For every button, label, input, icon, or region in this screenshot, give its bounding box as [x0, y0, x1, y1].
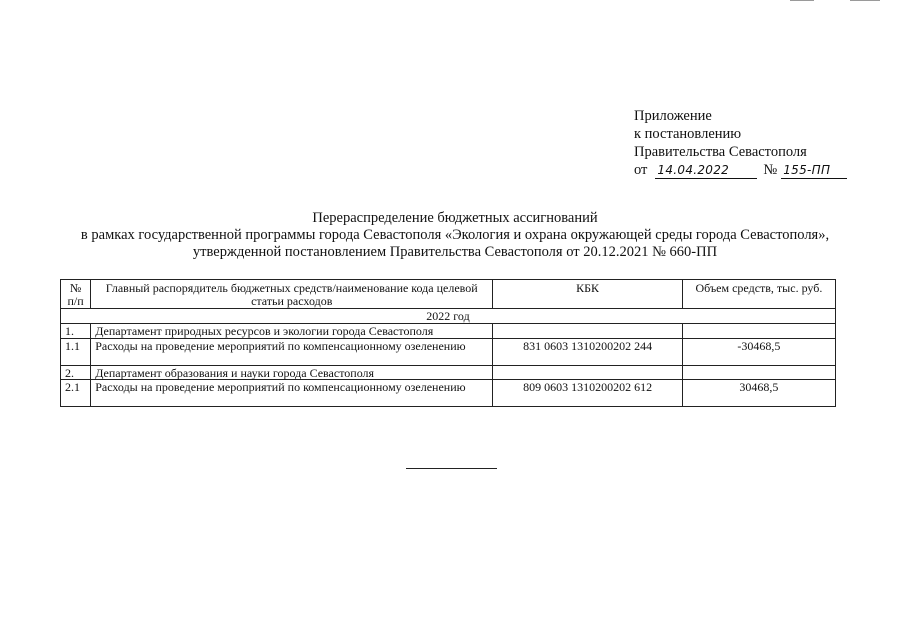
- row-kbk: 809 0603 1310200202 612: [493, 380, 683, 407]
- appendix-date-number-line: [634, 161, 847, 179]
- row-amount: -30468,5: [682, 338, 835, 365]
- closing-divider: [406, 468, 497, 469]
- row-name: Департамент природных ресурсов и экологии города Севастополя: [91, 324, 493, 339]
- title-line-3: утвержденной постановлением Правительства Севастополя от 20.12.2021 № 660-ПП: [192, 244, 718, 260]
- date-prefix: от: [634, 162, 648, 178]
- number-field: 155-ПП: [781, 163, 847, 179]
- appendix-block: [634, 107, 847, 179]
- appendix-line-2: к постановлению: [634, 126, 742, 142]
- row-num: 2.1: [61, 380, 91, 407]
- table-row: [61, 380, 836, 407]
- scan-artifact: [790, 0, 814, 1]
- row-amount: [682, 365, 835, 380]
- title-line-2: в рамках государственной программы города Севастополя «Экология и охрана окружающей среды города Севастополя»,: [80, 227, 830, 243]
- scan-artifact: [850, 0, 880, 1]
- header-name: Главный распорядитель бюджетных средств/наименование кода целевой статьи расходов: [91, 280, 493, 309]
- header-num: № п/п: [61, 280, 91, 309]
- document-title: [40, 210, 870, 261]
- year-row: [61, 309, 836, 324]
- row-kbk: [493, 324, 683, 339]
- header-kbk: КБК: [493, 280, 683, 309]
- table-row: [61, 338, 836, 365]
- header-amount: Объем средств, тыс. руб.: [682, 280, 835, 309]
- table-row: [61, 365, 836, 380]
- row-amount: [682, 324, 835, 339]
- table-header-row: [61, 280, 836, 309]
- number-label: №: [763, 162, 778, 178]
- date-field: 14.04.2022: [655, 163, 757, 179]
- row-num: 1.: [61, 324, 91, 339]
- allocation-table: [60, 279, 836, 407]
- year-label: 2022 год: [61, 309, 836, 324]
- appendix-line-3: Правительства Севастополя: [634, 144, 807, 160]
- row-num: 1.1: [61, 338, 91, 365]
- row-amount: 30468,5: [682, 380, 835, 407]
- row-name: Расходы на проведение мероприятий по компенсационному озеленению: [91, 338, 493, 365]
- table-row: [61, 324, 836, 339]
- row-name: Расходы на проведение мероприятий по компенсационному озеленению: [91, 380, 493, 407]
- row-kbk: 831 0603 1310200202 244: [493, 338, 683, 365]
- row-kbk: [493, 365, 683, 380]
- row-num: 2.: [61, 365, 91, 380]
- row-name: Департамент образования и науки города Севастополя: [91, 365, 493, 380]
- appendix-title: Приложение: [634, 108, 712, 124]
- title-line-1: Перераспределение бюджетных ассигнований: [312, 210, 598, 226]
